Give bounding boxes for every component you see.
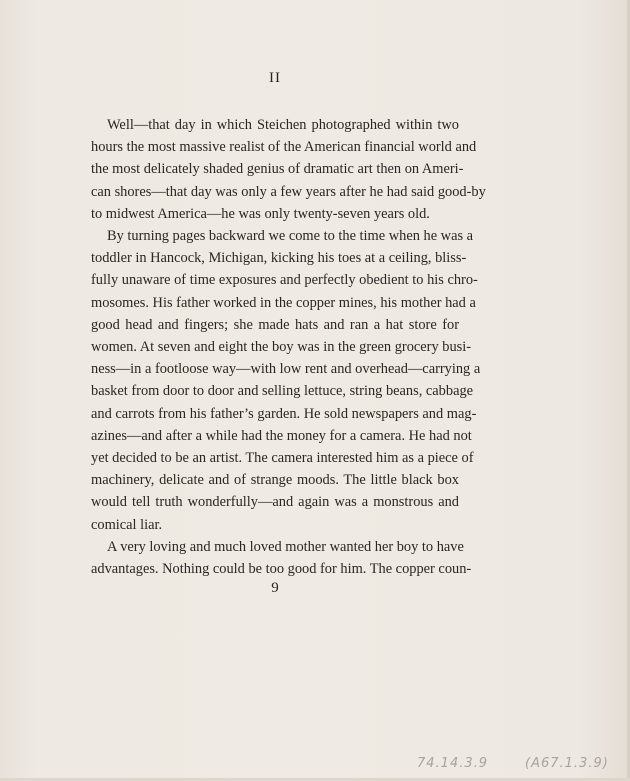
text-line: basket from door to door and selling lettuce, string beans, cabbage	[91, 383, 474, 400]
body-text	[91, 114, 486, 580]
page-number: 9	[271, 580, 279, 596]
text-line: to midwest America—he was only twenty-seven years old.	[91, 205, 430, 222]
text-line: A very loving and much loved mother wanted her boy to have	[107, 538, 464, 555]
paragraph-3	[91, 536, 472, 580]
text-line: machinery, delicate and of strange moods. The little black box	[91, 472, 459, 489]
text-line: By turning pages backward we come to the time when he was a	[107, 228, 474, 245]
text-line: and carrots from his father’s garden. He sold newspapers and mag-	[91, 405, 477, 422]
text-line: fully unaware of time exposures and perfectly obedient to his chro-	[91, 272, 478, 289]
text-line: mosomes. His father worked in the copper mines, his mother had a	[91, 294, 476, 311]
pencil-accession-note: 74.14.3.9	[417, 756, 489, 771]
text-line: toddler in Hancock, Michigan, kicking his toes at a ceiling, bliss-	[91, 250, 467, 267]
paragraph-2	[91, 225, 481, 536]
text-line: good head and fingers; she made hats and ran a hat store for	[91, 316, 459, 333]
text-line: comical liar.	[91, 516, 163, 533]
text-line: can shores—that day was only a few years after he had said good-by	[91, 183, 486, 200]
text-line: women. At seven and eight the boy was in the green grocery busi-	[91, 339, 472, 356]
pencil-accession-note: (A67.1.3.9)	[525, 756, 609, 771]
text-line: yet decided to be an artist. The camera interested him as a piece of	[91, 450, 474, 467]
text-line: the most delicately shaded genius of dramatic art then on Ameri-	[91, 161, 464, 178]
text-line: ness—in a footloose way—with low rent and overhead—carrying a	[91, 361, 481, 378]
text-line: advantages. Nothing could be too good for him. The copper coun-	[91, 561, 472, 578]
chapter-heading: II	[269, 70, 281, 86]
text-line: azines—and after a while had the money for a camera. He had not	[91, 427, 472, 444]
text-line: Well—that day in which Steichen photographed within two	[107, 117, 459, 133]
text-line: would tell truth wonderfully—and again was a monstrous and	[91, 494, 459, 511]
paragraph-1	[91, 114, 486, 225]
text-line: hours the most massive realist of the American financial world and	[91, 139, 477, 156]
